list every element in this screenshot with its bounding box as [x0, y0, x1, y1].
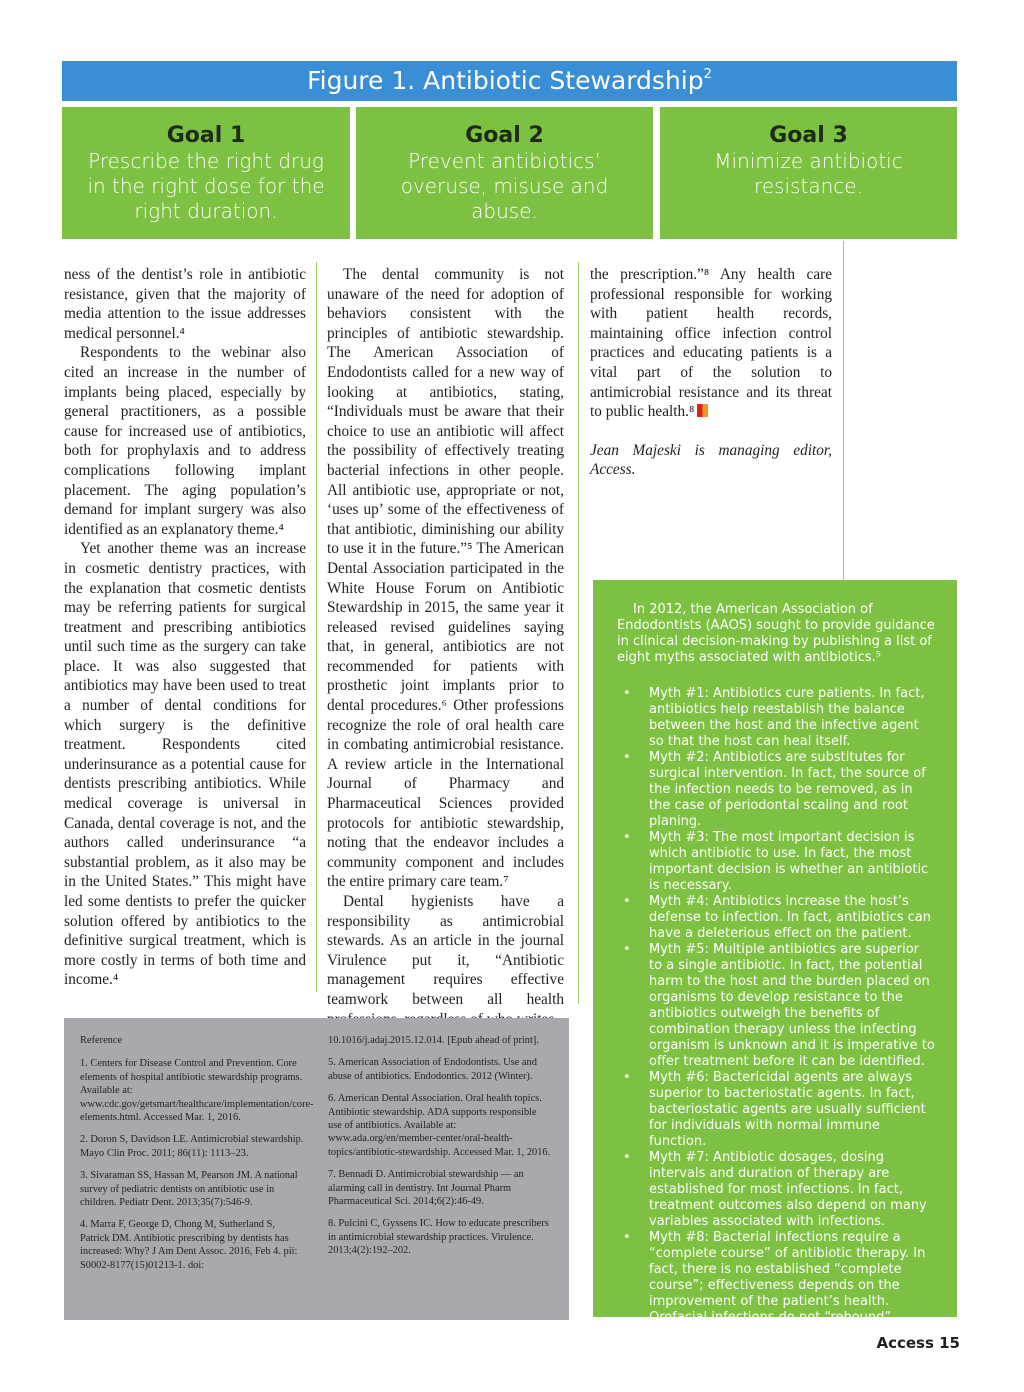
list-item: • Myth #2: Antibiotics are substitutes for surgical intervention. In fact, the source of the infection needs to be removed, as in the case of periodontal scaling and root planing.: [649, 750, 935, 830]
goal-title: Goal 1: [166, 123, 246, 148]
closing-paragraph: the prescription.”⁸ Any health care professional responsible for working with patient health records, maintaining office infection control practices and educating patients is a vital part of the solution to antimicrobial resistance and its threat to public health.⁸: [590, 266, 832, 421]
reference-item: 6. American Dental Association. Oral health topics. Antibiotic stewardship. ADA supports responsible use of antibiotics. Available at: www.ada.org/en/member-center/oral-health-topics/antibiotic-stewardship. Accessed Mar. 1, 2016.: [328, 1093, 551, 1158]
magazine-name: Access: [876, 1334, 934, 1352]
page-number: 15: [939, 1334, 960, 1352]
references-column-left: [80, 1034, 314, 1281]
list-item: • Myth #6: Bactericidal agents are always superior to bacteriostatic agents. In fact, bacteriostatic agents are usually sufficient for individuals with normal immune function.: [649, 1070, 935, 1150]
reference-item: 7. Bennadi D. Antimicrobial stewardship — an alarming call in dentistry. Int Journal Pharm Pharmaceutical Sci. 2014;6(2):46-49.: [328, 1169, 524, 1208]
reference-item: 4. Marra F, George D, Chong M, Sutherland S, Patrick DM. Antibiotic prescribing by dentists has increased: Why? J Am Dent Assoc. 2016, Feb 4. pii: S0002-8177(15)01213-1. doi:: [80, 1219, 298, 1271]
article-paragraph: The dental community is not unaware of the need for adoption of behaviors consistent with the principles of antibiotic stewardship. The American Association of Endodontists called for a new way of looking at antibiotics, stating, “Individuals must be aware that their choice to use an antibiotic will affect the possibility of effectively treating bacterial infections in other people. All antibiotic use, appropriate or not, ‘uses up’ some of the effectiveness of that antibiotic, diminishing our ability to use it in the future.”⁵ The American Dental Association participated in the White House Forum on Antibiotic Stewardship in 2015, the same year it released revised guidelines saying that, in general, antibiotics are not recommended for patients with prosthetic joint implants prior to dental procedures.⁶ Other professions recognize the role of oral health care in combating antimicrobial resistance. A review article in the International Journal of Pharmacy and Pharmaceutical Sciences provided protocols for antibiotic stewardship, noting that the endeavor includes a community component and includes the entire primary care team.⁷: [327, 266, 564, 891]
end-mark-icon: [697, 404, 708, 417]
reference-item: 1. Centers for Disease Control and Prevention. Core elements of hospital antibiotic stewardship programs. Available at: www.cdc.gov/getsmart/healthcare/implementation/core-elements.html. Accessed Mar. 1, 2016.: [80, 1058, 314, 1124]
list-item: • Myth #4: Antibiotics increase the host’s defense to infection. In fact, antibiotics can have a deleterious effect on the patient.: [649, 894, 935, 942]
reference-item: 3. Sivaraman SS, Hassan M, Pearson JM. A national survey of pediatric dentists on antibiotic use in children. Pediatr Dent. 2013;35(7):546-9.: [80, 1170, 298, 1209]
sidebar-intro: In 2012, the American Association of Endodontists (AAOS) sought to provide guidance in clinical decision-making by publishing a list of eight myths associated with antibiotics.⁵: [617, 602, 935, 665]
article-paragraph: Dental hygienists have a responsibility as antimicrobial stewards. As an article in the journal Virulence put it, “Antibiotic management requires effective teamwork between all health: [327, 893, 564, 1008]
myths-list: [617, 686, 935, 1326]
references-box: [64, 1018, 569, 1320]
references-column-right: [328, 1034, 553, 1267]
list-item: • Myth #5: Multiple antibiotics are superior to a single antibiotic. In fact, the potential harm to the host and the burden placed on organisms to develop resistance to the antibiotics outweigh the benefits of combination therapy unless the infecting organism is unknown and it is imperative to offer treatment before it can be identified.: [649, 942, 935, 1070]
article-paragraph: Yet another theme was an increase in cosmetic dentistry practices, with the explanation that cosmetic dentists may be referring patients for surgical treatment and prescribing antibiotics until such time as the surgery can take place. It was also suggested that antibiotics may have been used to treat a number of dental conditions for which surgery is the definitive treatment. Respondents cited underinsurance as a potential cause for dentists prescribing antibiotics. While medical coverage is universal in Canada, dental coverage is not, and the authors called underinsurance “a substantial problem, as it also may be in the United States.” This might have led some dentists to prefer the quicker solution offered by antibiotics to the definitive surgical treatment, which is more costly in terms of both time and income.⁴: [64, 540, 306, 989]
goal-box-2: [356, 107, 653, 239]
column-divider: [843, 241, 844, 581]
author-byline: Jean Majeski is managing editor, Access.: [590, 441, 832, 479]
column-divider: [578, 262, 579, 1004]
figure-title-bar: [62, 61, 957, 101]
article-paragraph: [590, 265, 832, 422]
list-item: • Myth #1: Antibiotics cure patients. In fact, antibiotics help reestablish the balance between the host and the infective agent so that the host can heal itself.: [649, 686, 935, 750]
list-item: • Myth #8: Bacterial infections require a “complete course” of antibiotic therapy. In fact, there is no established “complete course”; effectiveness depends on the improvement of the patient’s health. Orofacial infections do not “rebound”.: [649, 1230, 935, 1326]
goal-title: Goal 2: [465, 123, 544, 148]
reference-item: 5. American Association of Endodontists. Use and abuse of antibiotics. Endodontics. 2012 (Winter).: [328, 1057, 537, 1082]
goal-description: Prescribe the right drug in the right dose for the right duration.: [87, 149, 325, 223]
goal-title: Goal 3: [769, 123, 848, 148]
article-column-1: [64, 265, 306, 990]
reference-item: 2. Doron S, Davidson LE. Antimicrobial stewardship. Mayo Clin Proc. 2011; 86(11): 1113–23.: [80, 1134, 304, 1159]
figure-title-superscript: 2: [703, 67, 712, 82]
list-item: • Myth #7: Antibiotic dosages, dosing intervals and duration of therapy are established for most infections. In fact, treatment outcomes also depend on many variables associated with infections.: [649, 1150, 935, 1230]
goal-description: Minimize antibiotic resistance.: [714, 149, 903, 198]
references-heading: Reference: [80, 1035, 123, 1046]
myths-sidebar: [593, 580, 957, 1325]
goal-box-3: [660, 107, 957, 239]
article-column-2: [327, 265, 564, 1029]
column-divider: [316, 262, 317, 992]
article-column-3: [590, 265, 832, 480]
goal-box-1: [62, 107, 350, 239]
goal-description: Prevent antibiotics’ overuse, misuse and abuse.: [400, 149, 609, 223]
reference-item: 8. Pulcini C, Gyssens IC. How to educate prescribers in antimicrobial stewardship practices. Virulence. 2013;4(2):192–202.: [328, 1218, 549, 1257]
list-item: • Myth #3: The most important decision is which antibiotic to use. In fact, the most important decision is whether an antibiotic is necessary.: [649, 830, 935, 894]
article-paragraph: Respondents to the webinar also cited an increase in the number of implants being placed, especially by general practitioners, as a possible cause for increased use of antibiotics, both for prophylaxis and to address complications following implant placement. The aging population’s demand for implant surgery was also identified as an explanatory theme.⁴: [64, 344, 306, 538]
figure-title: Figure 1. Antibiotic Stewardship: [307, 66, 704, 95]
reference-item: 10.1016/j.adaj.2015.12.014. [Epub ahead of print].: [328, 1035, 539, 1046]
page-footer: [876, 1334, 960, 1352]
article-paragraph: ness of the dentist’s role in antibiotic resistance, given that the majority of media attention to the issue addresses medical personnel.⁴: [64, 266, 306, 342]
